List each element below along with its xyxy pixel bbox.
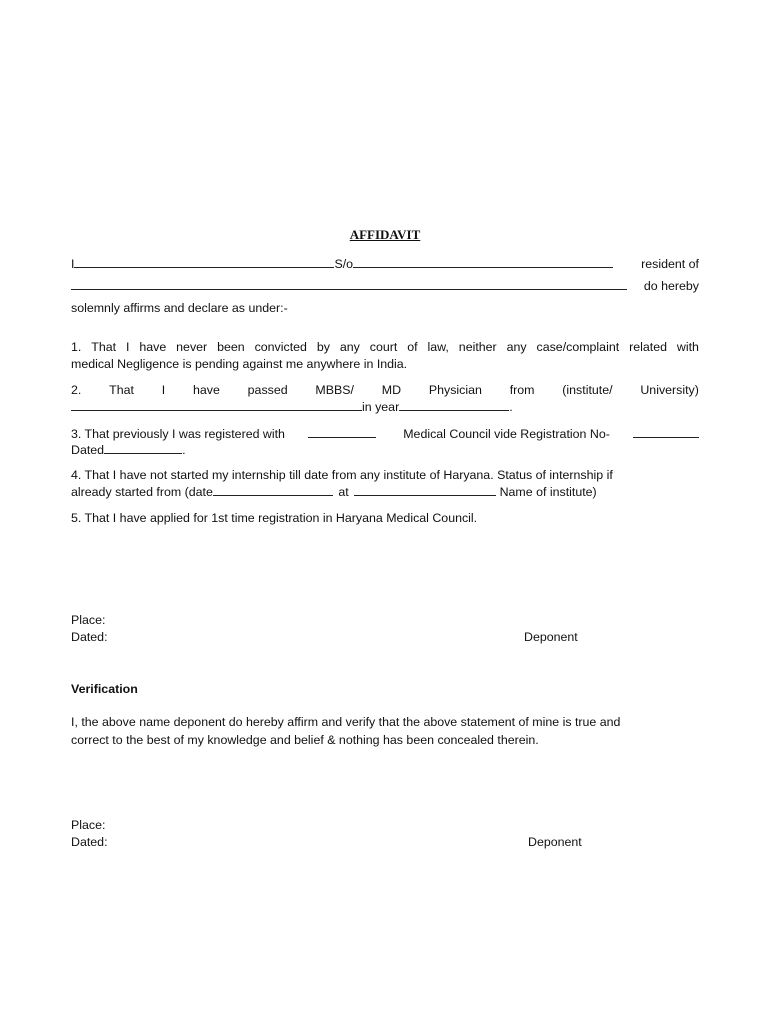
p1-word: any <box>506 340 527 354</box>
point-2-line-1 <box>71 382 699 398</box>
p2-period: . <box>509 400 513 414</box>
intro-line-2 <box>71 278 699 294</box>
p2-word: from <box>509 383 535 397</box>
p4-at: at <box>338 485 349 499</box>
intro-resident-of: resident of <box>641 257 699 271</box>
p2-word: have <box>192 383 220 397</box>
p1-word: court <box>369 340 398 354</box>
council-blank[interactable] <box>308 426 376 438</box>
point-1-line-1 <box>71 339 699 355</box>
p1-word: of <box>407 340 418 354</box>
p2-word: (institute/ <box>562 383 613 397</box>
place-label-2: Place: <box>71 818 106 832</box>
intro-so: S/o <box>334 257 354 271</box>
point-4-line-1: 4. That I have not started my internship till date from any institute of Haryana. Status of internship if <box>71 468 613 482</box>
p3-text-b: Medical Council vide Registration No- <box>403 427 610 441</box>
p1-word: never <box>176 340 208 354</box>
name-blank[interactable] <box>74 256 334 268</box>
internship-date-blank[interactable] <box>213 484 333 496</box>
place-label-1: Place: <box>71 613 106 627</box>
registration-no-blank[interactable] <box>633 426 699 438</box>
point-1-line-2: medical Negligence is pending against me anywhere in India. <box>71 357 408 371</box>
p1-word: by <box>316 340 330 354</box>
p1-word: have <box>139 340 167 354</box>
intro-i: I <box>71 257 75 271</box>
p1-word: convicted <box>254 340 307 354</box>
p1-word: related <box>629 340 667 354</box>
document-title: AFFIDAVIT <box>349 227 421 242</box>
internship-place-blank[interactable] <box>354 484 496 496</box>
point-4-line-2 <box>71 484 699 500</box>
p1-word: law, <box>427 340 449 354</box>
p2-word: passed <box>247 383 288 397</box>
residence-blank[interactable] <box>71 278 627 290</box>
p2-word: MBBS/ <box>315 383 354 397</box>
p1-word: with <box>676 340 699 354</box>
deponent-label-2: Deponent <box>528 835 582 849</box>
dated-label-1: Dated: <box>71 630 108 644</box>
p1-word: 1. <box>71 340 82 354</box>
father-name-blank[interactable] <box>353 256 613 268</box>
p1-word: been <box>217 340 245 354</box>
p4-name: Name of institute) <box>499 485 597 499</box>
p1-word: I <box>125 340 130 354</box>
p2-word: MD <box>381 383 402 397</box>
p2-in-year: in year <box>362 400 400 414</box>
p3-text-a: 3. That previously I was registered with <box>71 427 285 441</box>
p2-word: 2. <box>71 383 82 397</box>
p4-text-a: already started from (date <box>71 485 213 499</box>
p2-word: That <box>109 383 134 397</box>
deponent-label-1: Deponent <box>524 630 578 644</box>
point-3-line-2: Dated . <box>71 443 186 457</box>
intro-do-hereby: do hereby <box>643 279 699 293</box>
p2-word: University) <box>640 383 699 397</box>
point-3-line-1 <box>71 426 699 442</box>
intro-line-1 <box>71 256 699 272</box>
year-blank[interactable] <box>399 399 509 411</box>
verification-heading: Verification <box>71 682 138 696</box>
institute-blank[interactable] <box>71 399 362 411</box>
p2-word: I <box>161 383 166 397</box>
point-2-line-2 <box>71 399 699 415</box>
intro-affirms: solemnly affirms and declare as under:- <box>71 301 288 315</box>
dated-label-2: Dated: <box>71 835 108 849</box>
verification-line-2: correct to the best of my knowledge and belief & nothing has been concealed therein. <box>71 733 539 747</box>
p1-word: neither <box>458 340 497 354</box>
p1-word: That <box>91 340 117 354</box>
p1-word: case/complaint <box>536 340 620 354</box>
verification-line-1: I, the above name deponent do hereby affirm and verify that the above statement of mine is true and <box>71 715 621 729</box>
p3-dated: Dated <box>71 443 105 457</box>
registration-date-blank[interactable] <box>104 442 182 454</box>
point-5: 5. That I have applied for 1st time registration in Haryana Medical Council. <box>71 511 478 525</box>
p2-word: Physician <box>428 383 482 397</box>
p1-word: any <box>339 340 360 354</box>
